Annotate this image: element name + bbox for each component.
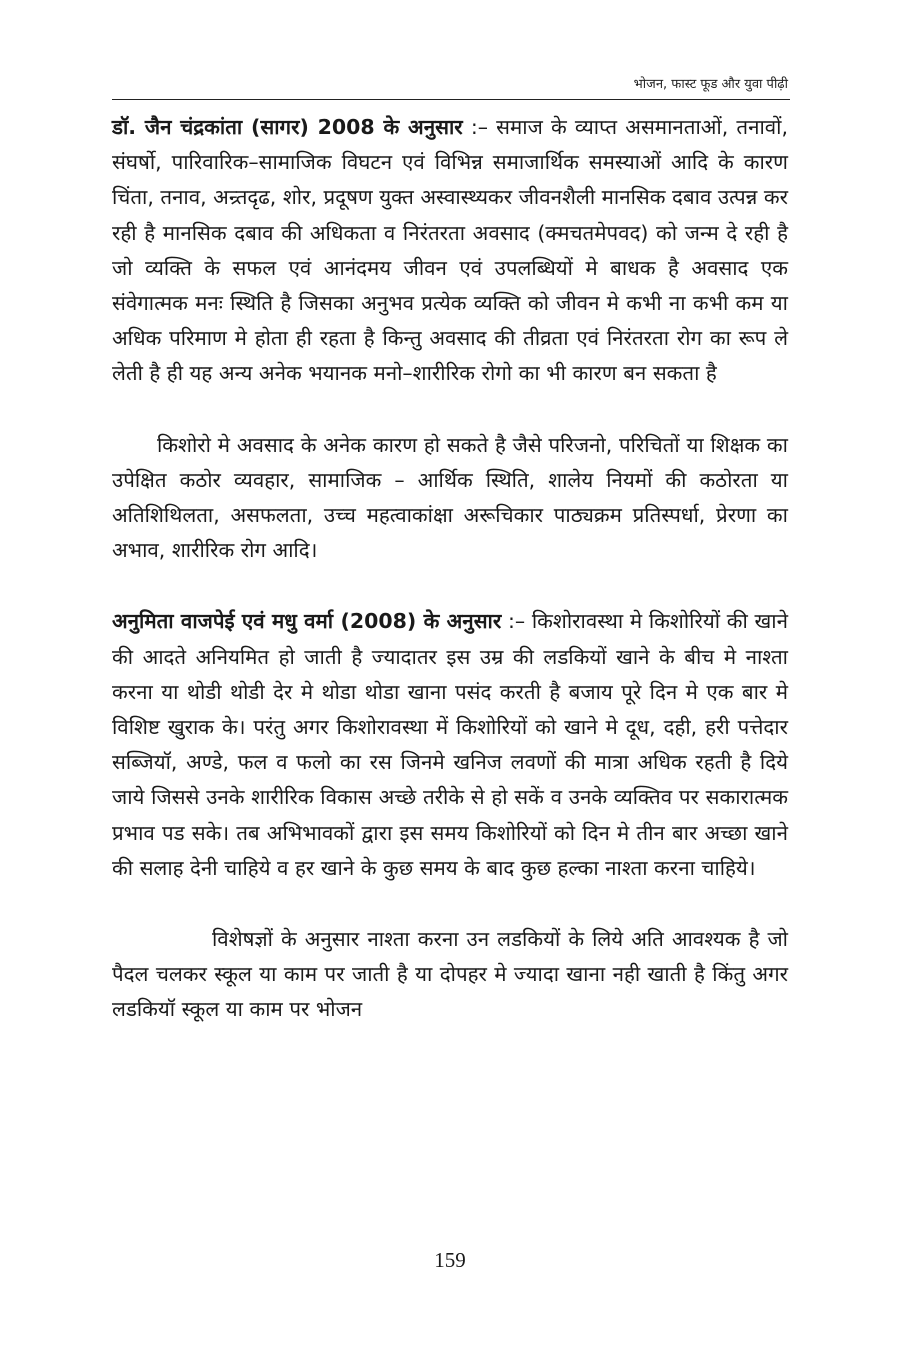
running-header: भोजन, फास्ट फूड और युवा पीढ़ी (633, 77, 788, 92)
header-rule (112, 99, 790, 100)
paragraph-jain-chandrakanta (112, 110, 788, 392)
body-text (112, 110, 788, 1028)
citation-lead: अनुमिता वाजपेई एवं मधु वर्मा (2008) के अनुसार (112, 609, 502, 634)
paragraph-vajpai-verma (112, 604, 788, 886)
page-number: 159 (434, 1248, 466, 1272)
paragraph-text: किशोरो मे अवसाद के अनेक कारण हो सकते है जैसे परिजनो, परिचितों या शिक्षक का उपेक्षित कठोर व्यवहार, सामाजिक – आर्थिक स्थिति, शालेय नियमों की कठोरता या अतिशिथिलता, असफलता, उच्च महत्वाकांक्षा अरूचिकार पाठ्यक्रम प्रतिस्पर्धा, प्रेरणा का अभाव, शारीरिक रोग आदि। (112, 432, 788, 563)
paragraph-experts-breakfast (112, 922, 788, 1028)
paragraph-text: विशेषज्ञों के अनुसार नाश्ता करना उन लडकियों के लिये अति आवश्यक है जो पैदल चलकर स्कूल या काम पर जाती है या दोपहर मे ज्यादा खाना नही खाती है किंतु अगर लडकियॉ स्कूल या काम पर भोजन (112, 927, 788, 1022)
paragraph-causes-of-depression (112, 428, 788, 569)
paragraph-text: :– किशोरावस्था मे किशोरियों की खाने की आदते अनियमित हो जाती है ज्यादातर इस उम्र की लडकियों खाने के बीच मे नाश्ता करना या थोडी थोडी देर मे थोडा थोडा खाना पसंद करती है बजाय पूरे दिन मे एक बार मे विशिष्ट खुराक के। परंतु अगर किशोरावस्था में किशोरियों को खाने मे दूध, दही, हरी पत्तेदार सब्जियॉ, अण्डे, फल व फलो का रस जिनमे खनिज लवणों की मात्रा अधिक रहती है दिये जाये जिससे उनके शारीरिक विकास अच्छे तरीके से हो सकें व उनके व्यक्तिव पर सकारात्मक प्रभाव पड सके। तब अभिभावकों द्वारा इस समय किशोरियों को दिन मे तीन बार अच्छा खाने की सलाह देनी चाहिये व हर खाने के कुछ समय के बाद कुछ हल्का नाश्ता करना चाहिये। (112, 609, 788, 880)
paragraph-text: :– समाज के व्याप्त असमानताओं, तनावों, संघर्षो, पारिवारिक–सामाजिक विघटन एवं विभिन्न समाजार्थिक समस्याओं आदि के कारण चिंता, तनाव, अन्र्तदृढ, शोर, प्रदूषण युक्त अस्वास्थ्यकर जीवनशैली मानसिक दबाव उत्पन्न कर रही है मानसिक दबाव की अधिकता व निरंतरता अवसाद (क्मचतमेपवद) को जन्म दे रही है जो व्यक्ति के सफल एवं आनंदमय जीवन एवं उपलब्धियों मे बाधक है अवसाद एक संवेगात्मक मनः स्थिति है जिसका अनुभव प्रत्येक व्यक्ति को जीवन मे कभी ना कभी कम या अधिक परिमाण मे होता ही रहता है किन्तु अवसाद की तीव्रता एवं निरंतरता रोग का रूप ले लेती है ही यह अन्य अनेक भयानक मनो–शारीरिक रोगो का भी कारण बन सकता है (112, 115, 788, 386)
citation-lead: डॉ. जैन चंद्रकांता (सागर) 2008 के अनुसार (112, 115, 463, 139)
